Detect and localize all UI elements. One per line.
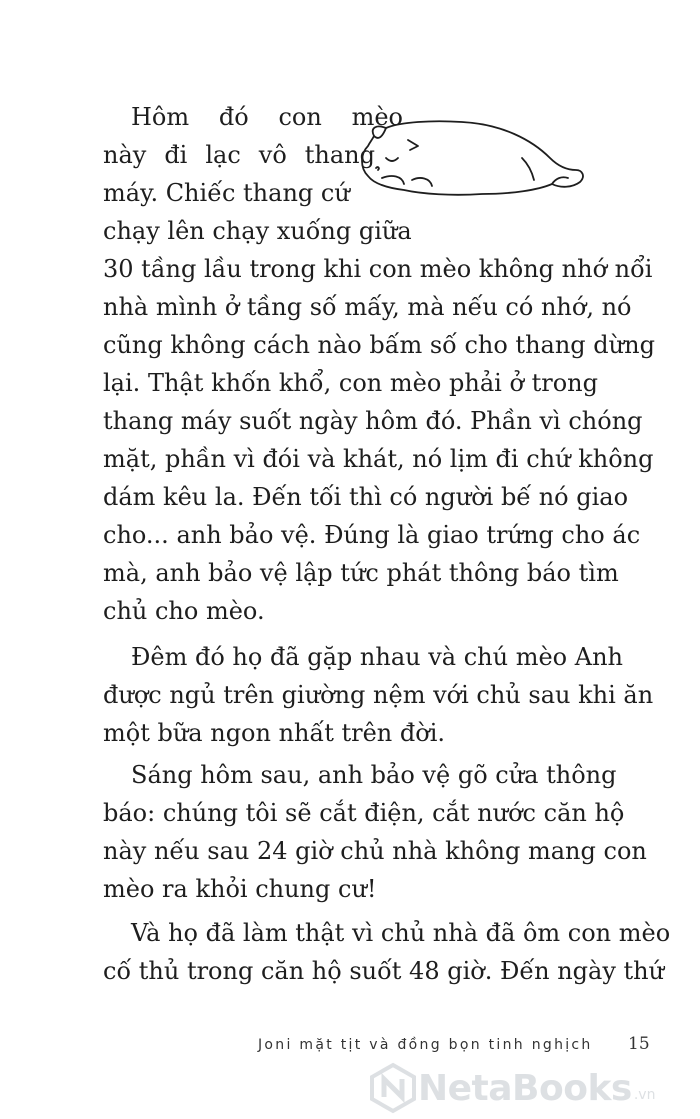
- paragraph-4: [103, 914, 671, 990]
- text-line: Hôm đó con mèo: [131, 103, 403, 131]
- sleeping-cat-icon: [352, 118, 588, 198]
- netabooks-logo-icon: [368, 1063, 418, 1113]
- text-line: chạy lên chạy xuống giữa: [103, 217, 412, 245]
- page-number: 15: [628, 1034, 650, 1054]
- text-line: 30 tầng lầu trong khi con mèo không nhớ nổi: [103, 255, 653, 283]
- text-line: lại. Thật khốn khổ, con mèo phải ở trong: [103, 369, 598, 397]
- running-footer-title: Joni mặt tịt và đồng bọn tinh nghịch: [258, 1037, 593, 1053]
- text-line: Đêm đó họ đã gặp nhau và chú mèo Anh: [131, 643, 623, 671]
- text-line: Và họ đã làm thật vì chủ nhà đã ôm con mèo: [131, 919, 671, 947]
- text-line: mặt, phần vì đói và khát, nó lịm đi chứ không: [103, 445, 654, 473]
- paragraph-3: [103, 756, 647, 908]
- text-line: chủ cho mèo.: [103, 597, 265, 625]
- text-line: nhà mình ở tầng số mấy, mà nếu có nhớ, nó: [103, 293, 632, 321]
- watermark-brand: NetaBooks: [418, 1067, 632, 1109]
- watermark-suffix: .vn: [633, 1087, 656, 1103]
- text-line: Sáng hôm sau, anh bảo vệ gõ cửa thông: [131, 761, 617, 789]
- text-line: cho... anh bảo vệ. Đúng là giao trứng cho ác: [103, 521, 641, 549]
- text-line: này nếu sau 24 giờ chủ nhà không mang con: [103, 837, 647, 865]
- paragraph-2: [103, 638, 654, 752]
- watermark: [368, 1060, 700, 1116]
- text-line: máy. Chiếc thang cứ: [103, 179, 350, 207]
- text-line: mèo ra khỏi chung cư!: [103, 875, 377, 903]
- text-line: báo: chúng tôi sẽ cắt điện, cắt nước căn hộ: [103, 799, 625, 827]
- text-line: một bữa ngon nhất trên đời.: [103, 719, 446, 747]
- text-line: thang máy suốt ngày hôm đó. Phần vì chóng: [103, 407, 643, 435]
- text-line: được ngủ trên giường nệm với chủ sau khi ăn: [103, 681, 654, 709]
- text-line: này đi lạc vô thang: [103, 141, 375, 169]
- text-line: cũng không cách nào bấm số cho thang dừng: [103, 331, 655, 359]
- text-line: cố thủ trong căn hộ suốt 48 giờ. Đến ngày thứ: [103, 957, 665, 985]
- text-line: mà, anh bảo vệ lập tức phát thông báo tìm: [103, 559, 619, 587]
- text-line: dám kêu la. Đến tối thì có người bế nó giao: [103, 483, 629, 511]
